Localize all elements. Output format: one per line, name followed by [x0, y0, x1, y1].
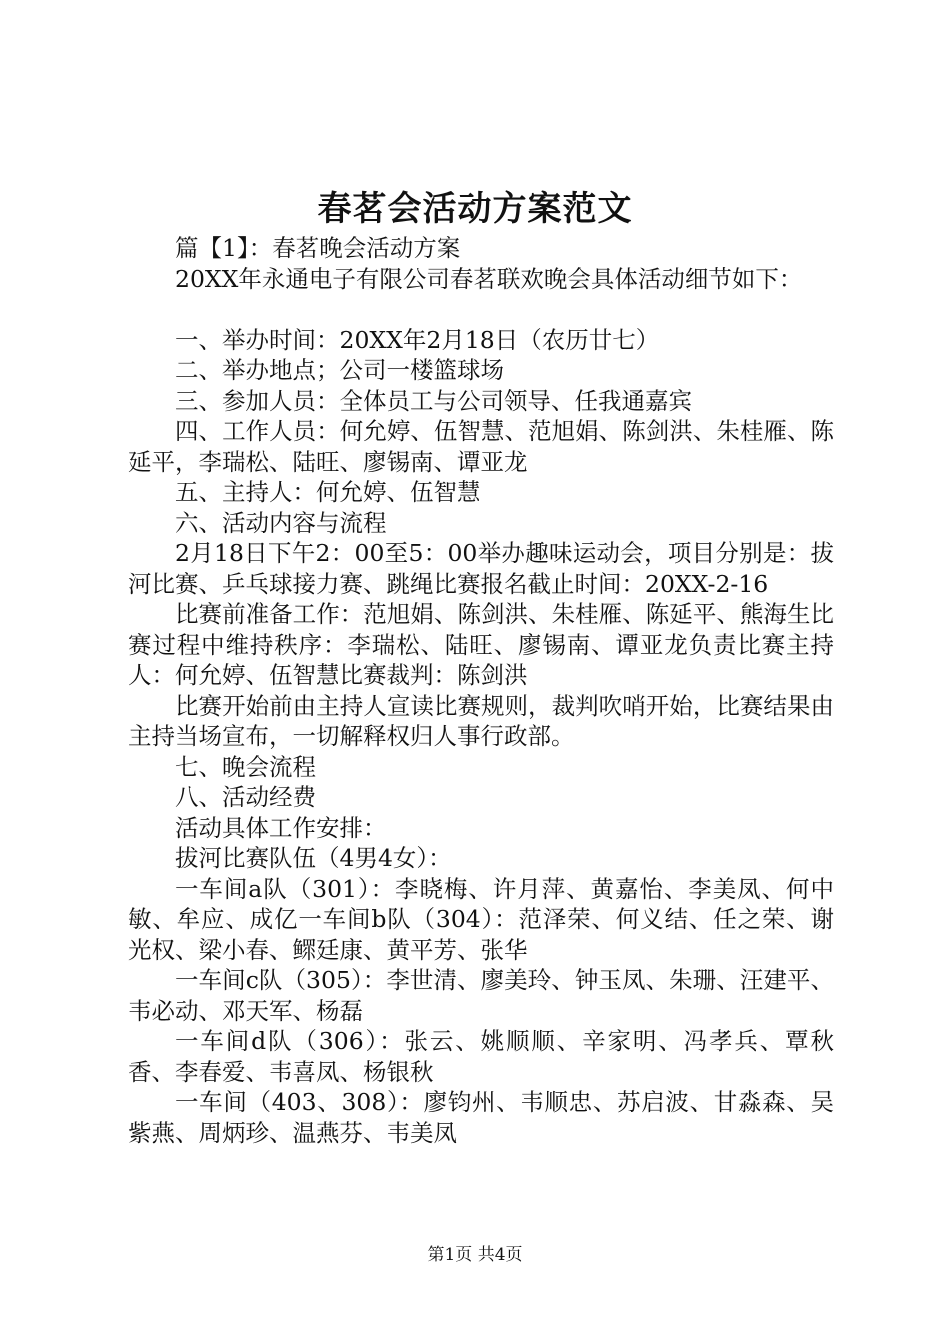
- paragraph: 一车间c队（305）：李世清、廖美玲、钟玉凤、朱珊、汪建平、韦必动、邓天军、杨磊: [128, 966, 834, 1025]
- paragraph: 八、活动经费: [175, 783, 316, 811]
- paragraph: 2月18日下午2：00至5：00举办趣味运动会，项目分别是：拔河比赛、乒乓球接力赛、跳绳比赛报名截止时间：20XX-2-16: [128, 539, 834, 598]
- paragraph: 一车间（403、308）：廖钧州、韦顺忠、苏启波、甘淼森、吴紫燕、周炳珍、温燕芬、韦美凤: [128, 1088, 834, 1147]
- paragraph: 四、工作人员：何允婷、伍智慧、范旭娟、陈剑洪、朱桂雁、陈延平，李瑞松、陆旺、廖锡南、谭亚龙: [128, 417, 834, 476]
- paragraph: 比赛前准备工作：范旭娟、陈剑洪、朱桂雁、陈延平、熊海生比赛过程中维持秩序：李瑞松、陆旺、廖锡南、谭亚龙负责比赛主持人：何允婷、伍智慧比赛裁判：陈剑洪: [128, 600, 834, 689]
- paragraph: 活动具体工作安排：: [175, 813, 387, 842]
- paragraph: 比赛开始前由主持人宣读比赛规则，裁判吹哨开始，比赛结果由主持当场宣布，一切解释权归人事行政部。: [128, 691, 834, 750]
- paragraph: 六、活动内容与流程: [175, 508, 387, 537]
- document-body: [128, 233, 834, 1148]
- paragraph: 一车间d队（306）：张云、姚顺顺、辛家明、冯孝兵、覃秋香、李春爱、韦喜凤、杨银秋: [128, 1027, 834, 1086]
- document-title: 春茗会活动方案范文: [317, 189, 633, 229]
- page-footer: 第1页 共4页: [427, 1245, 523, 1265]
- paragraph: 五、主持人：何允婷、伍智慧: [175, 478, 481, 506]
- paragraph: 七、晚会流程: [175, 752, 316, 781]
- paragraph: 一、举办时间：20XX年2月18日（农历廿七）: [175, 325, 660, 354]
- paragraph: 篇【1】：春茗晚会活动方案: [175, 234, 461, 262]
- paragraph: 20XX年永通电子有限公司春茗联欢晚会具体活动细节如下：: [175, 264, 803, 293]
- blank-line: [128, 294, 834, 325]
- paragraph: 一车间a队（301）：李晓梅、许月萍、黄嘉怡、李美凤、何中敏、牟应、成亿一车间b队（304）：范泽荣、何义结、任之荣、谢光权、梁小春、鳏廷康、黄平芳、张华: [128, 874, 834, 964]
- paragraph: 二、举办地点；公司一楼篮球场: [175, 356, 504, 384]
- paragraph: 三、参加人员：全体员工与公司领导、任我通嘉宾: [175, 386, 692, 415]
- paragraph: 拔河比赛队伍（4男4女）：: [175, 844, 452, 872]
